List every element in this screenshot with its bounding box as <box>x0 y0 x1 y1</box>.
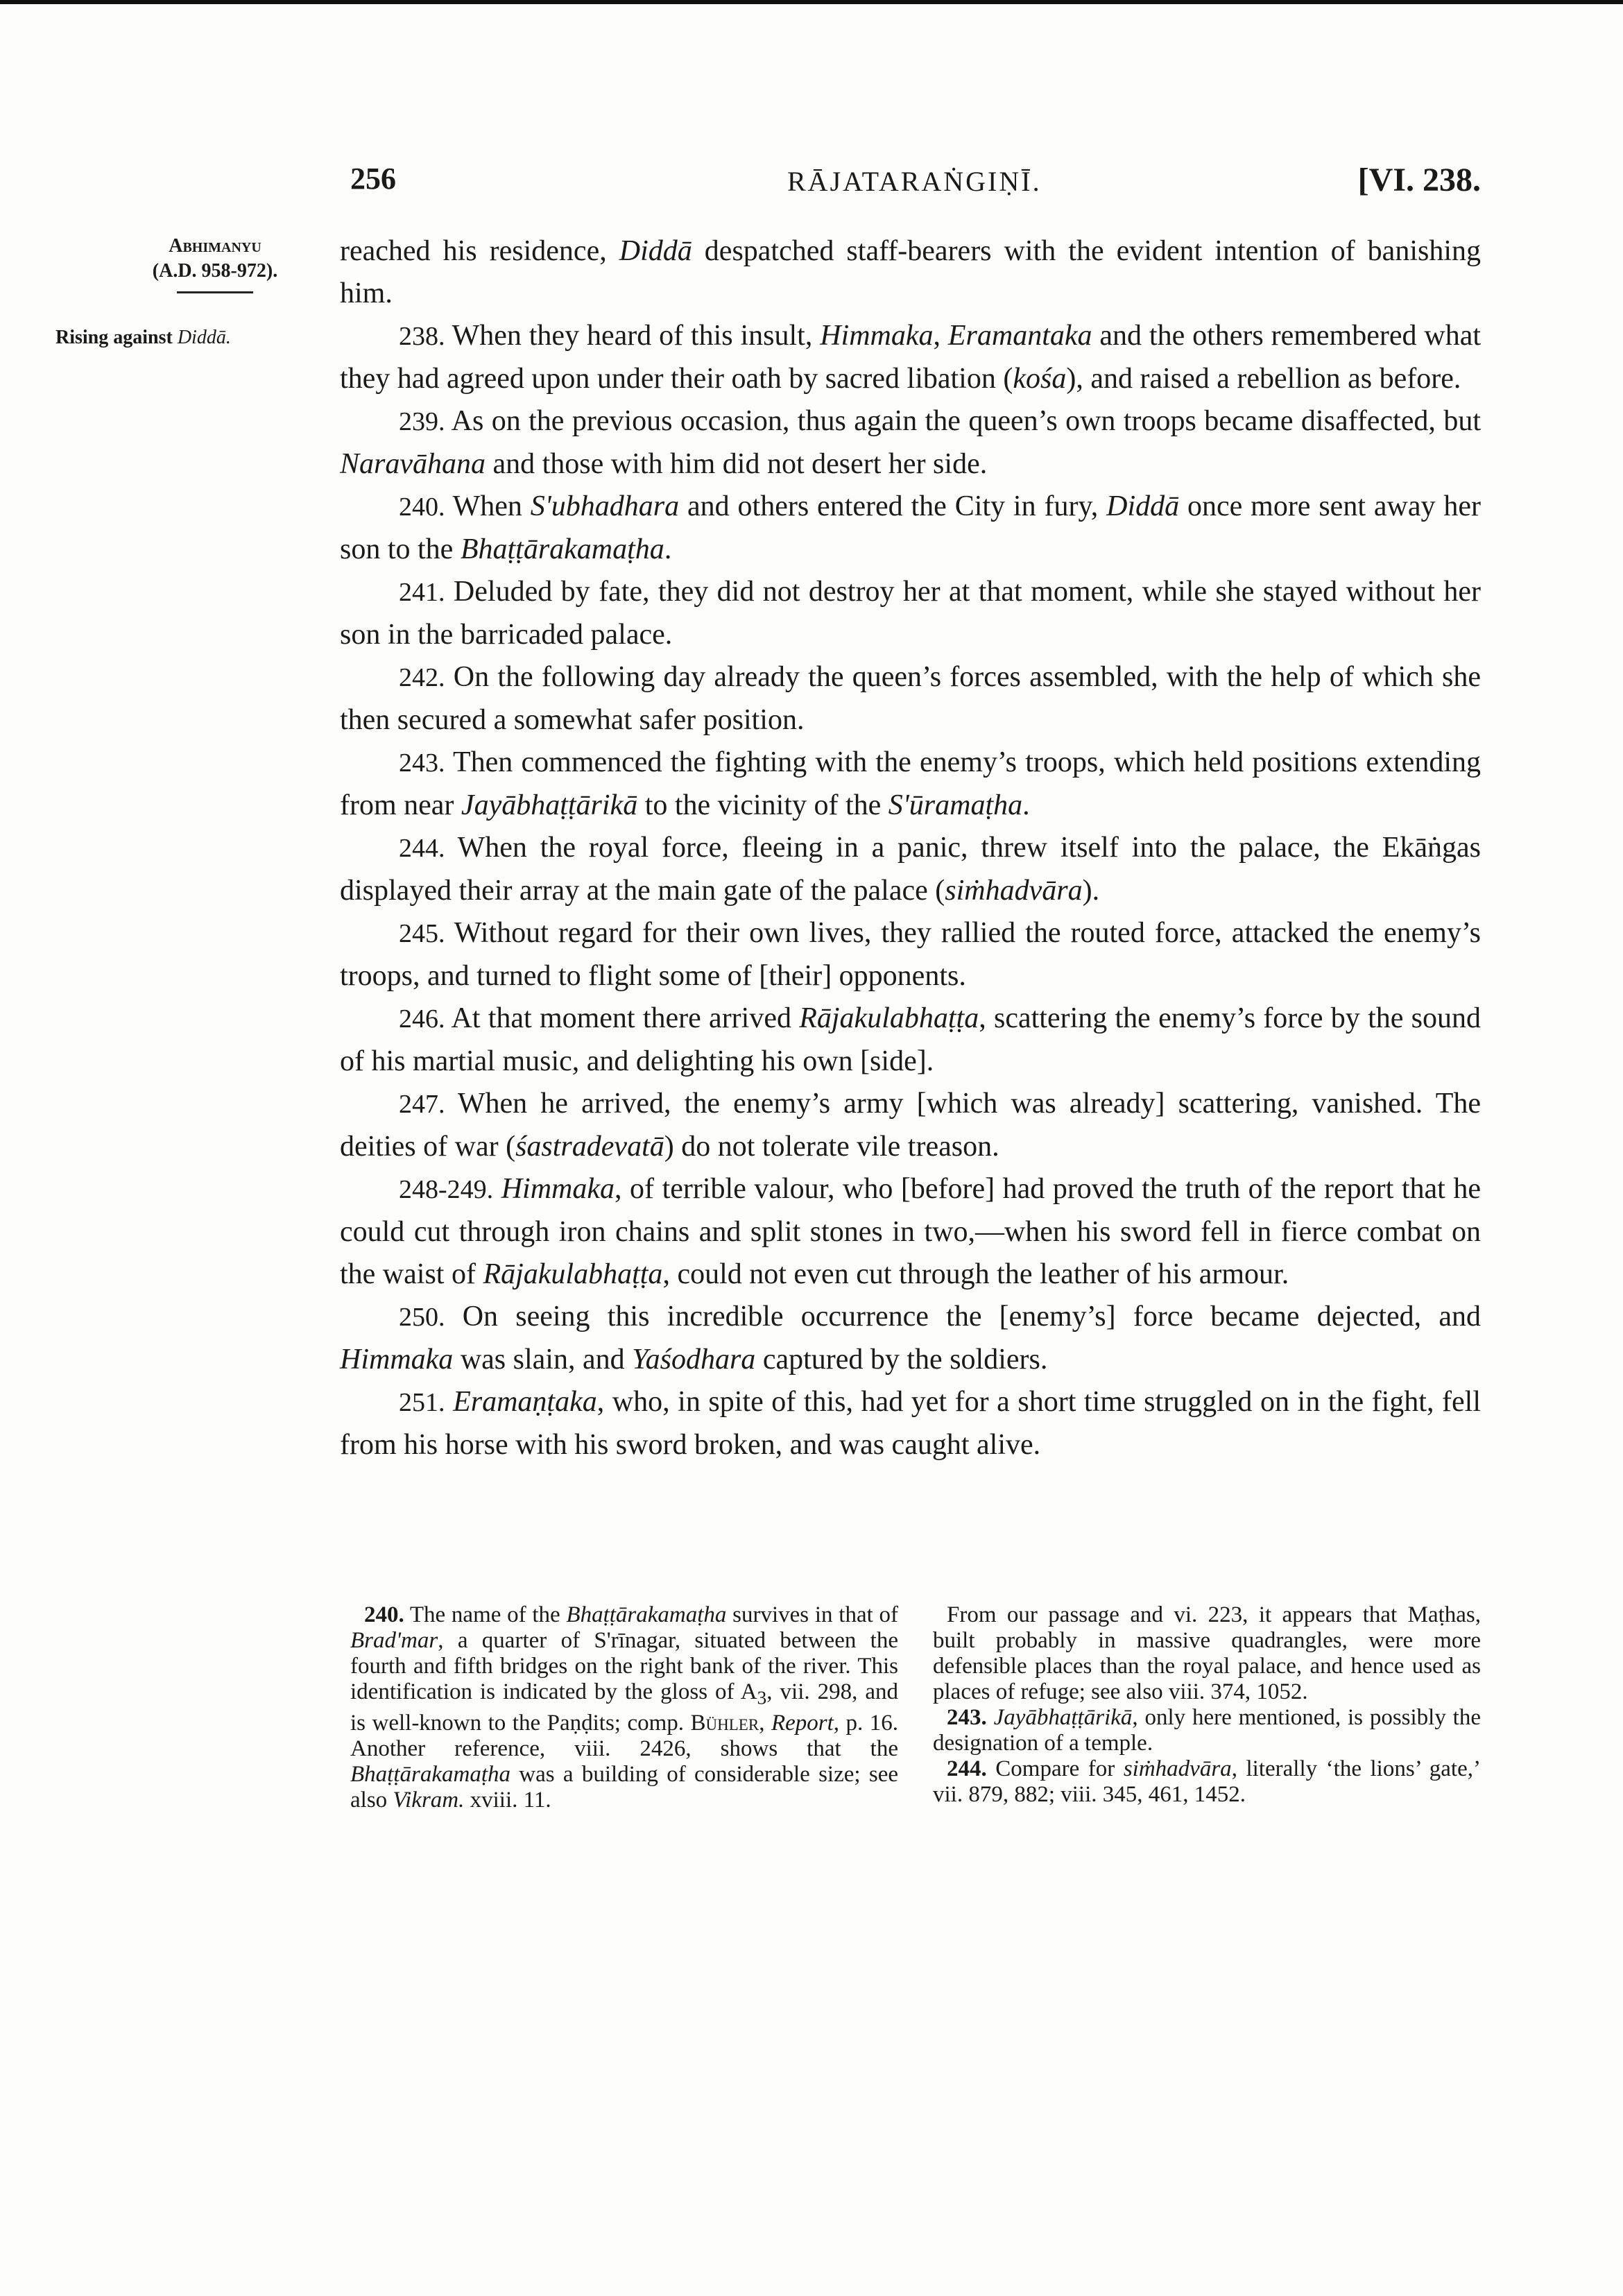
verse-number: 245. <box>399 919 445 948</box>
verse-246: 246. At that moment there arrived Rājakulabhaṭṭa, scattering the enemy’s force by the sound of his martial music, and delighting his own [side]. <box>340 1002 1481 1077</box>
verse-number: 247. <box>399 1090 445 1119</box>
margin-topic-prefix: Rising against <box>55 327 173 348</box>
section-reference: [VI. 238. <box>1357 162 1481 198</box>
top-border-rule <box>0 0 1623 4</box>
margin-topic-name: Diddā. <box>177 327 231 348</box>
margin-rule <box>177 291 253 293</box>
footnote-240-continued: From our passage and vi. 223, it appears that Maṭhas, built probably in massive quadrangles, were more defensible places than the royal palace, and hence used as places of refuge; see also viii. 374, 1052. <box>933 1602 1481 1704</box>
margin-topic <box>55 326 347 350</box>
verse-number: 243. <box>399 748 445 778</box>
verse-238: 238. When they heard of this insult, Himmaka, Eramantaka and the others remembered what they had agreed upon under their oath by sacred libation (kośa), and raised a rebellion as before. <box>340 320 1481 395</box>
verse-250: 250. On seeing this incredible occurrence the [enemy’s] force became dejected, and Himmaka was slain, and Yaśodhara captured by the soldiers. <box>340 1301 1481 1376</box>
verse-number: 239. <box>399 407 445 436</box>
verse-number: 238. <box>399 322 445 351</box>
verse-number: 251. <box>399 1388 445 1417</box>
verse-242: 242. On the following day already the queen’s forces assembled, with the help of which she then secured a somewhat safer position. <box>340 661 1481 736</box>
verse-number: 242. <box>399 663 445 692</box>
verse-number: 248-249. <box>399 1175 494 1204</box>
main-text <box>340 230 1481 1466</box>
footnote-240: 240. The name of the Bhaṭṭārakamaṭha survives in that of Brad'mar, a quarter of S'rīnagar, situated between the fourth and fifth bridges on the right bank of the river. This identification is indicated by the gloss of $A_3$, vii. 298, and is well-known to the Paṇḍits; comp. Bühler, Report, p. 16. Another reference, viii. 2426, shows that the Bhaṭṭārakamaṭha was a building of considerable size; see also Vikram. xviii. 11. <box>350 1602 899 1813</box>
verse-245: 245. Without regard for their own lives, they rallied the routed force, attacked the enemy’s troops, and turned to flight some of [their] opponents. <box>340 917 1481 992</box>
running-title: RĀJATARAṄGIṆĪ. <box>787 166 1042 197</box>
verse-number: 244. <box>399 834 445 863</box>
paragraph-continuation: reached his residence, Diddā despatched staff-bearers with the evident intention of banishing him. <box>340 235 1482 309</box>
margin-ruler-dates: (A.D. 958-972). <box>152 260 278 282</box>
page-number: 256 <box>350 162 396 196</box>
verse-number: 240. <box>399 492 445 522</box>
footnote-column-right <box>933 1602 1481 1808</box>
verse-239: 239. As on the previous occasion, thus again the queen’s own troops became disaffected, but Naravāhana and those with him did not desert her side. <box>340 405 1481 480</box>
footnote-243: 243. Jayābhaṭṭārikā, only here mentioned, is possibly the designation of a temple. <box>933 1705 1481 1756</box>
verse-number: 241. <box>399 578 445 607</box>
footnote-244: 244. Compare for siṁhadvāra, literally ‘the lions’ gate,’ vii. 879, 882; viii. 345, 461, 1452. <box>933 1756 1481 1807</box>
verse-number: 246. <box>399 1004 445 1034</box>
verse-number: 250. <box>399 1303 445 1332</box>
margin-ruler-name: Abhimanyu <box>169 235 261 257</box>
page-header <box>350 161 1481 203</box>
verse-240: 240. When S'ubhadhara and others entered the City in fury, Diddā once more sent away her son to the Bhaṭṭārakamaṭha. <box>340 490 1481 565</box>
verse-241: 241. Deluded by fate, they did not destroy her at that moment, while she stayed without her son in the barricaded palace. <box>340 576 1481 651</box>
verse-247: 247. When he arrived, the enemy’s army [which was already] scattering, vanished. The deities of war (śastradevatā) do not tolerate vile treason. <box>340 1088 1481 1163</box>
verse-243: 243. Then commenced the fighting with the enemy’s troops, which held positions extending from near Jayābhaṭṭārikā to the vicinity of the S'ūramaṭha. <box>340 746 1481 821</box>
footnote-column-left <box>350 1602 898 1813</box>
verse-251: 251. Eramaṇṭaka, who, in spite of this, had yet for a short time struggled on in the fight, fell from his horse with his sword broken, and was caught alive. <box>340 1386 1481 1461</box>
verse-244: 244. When the royal force, fleeing in a panic, threw itself into the palace, the Ekāṅgas displayed their array at the main gate of the palace (siṁhadvāra). <box>340 832 1481 907</box>
verse-248-249: 248-249. Himmaka, of terrible valour, who [before] had proved the truth of the report that he could cut through iron chains and split stones in two,—when his sword fell in fierce combat on the waist of Rājakulabhaṭṭa, could not even cut through the leather of his armour. <box>340 1173 1482 1290</box>
